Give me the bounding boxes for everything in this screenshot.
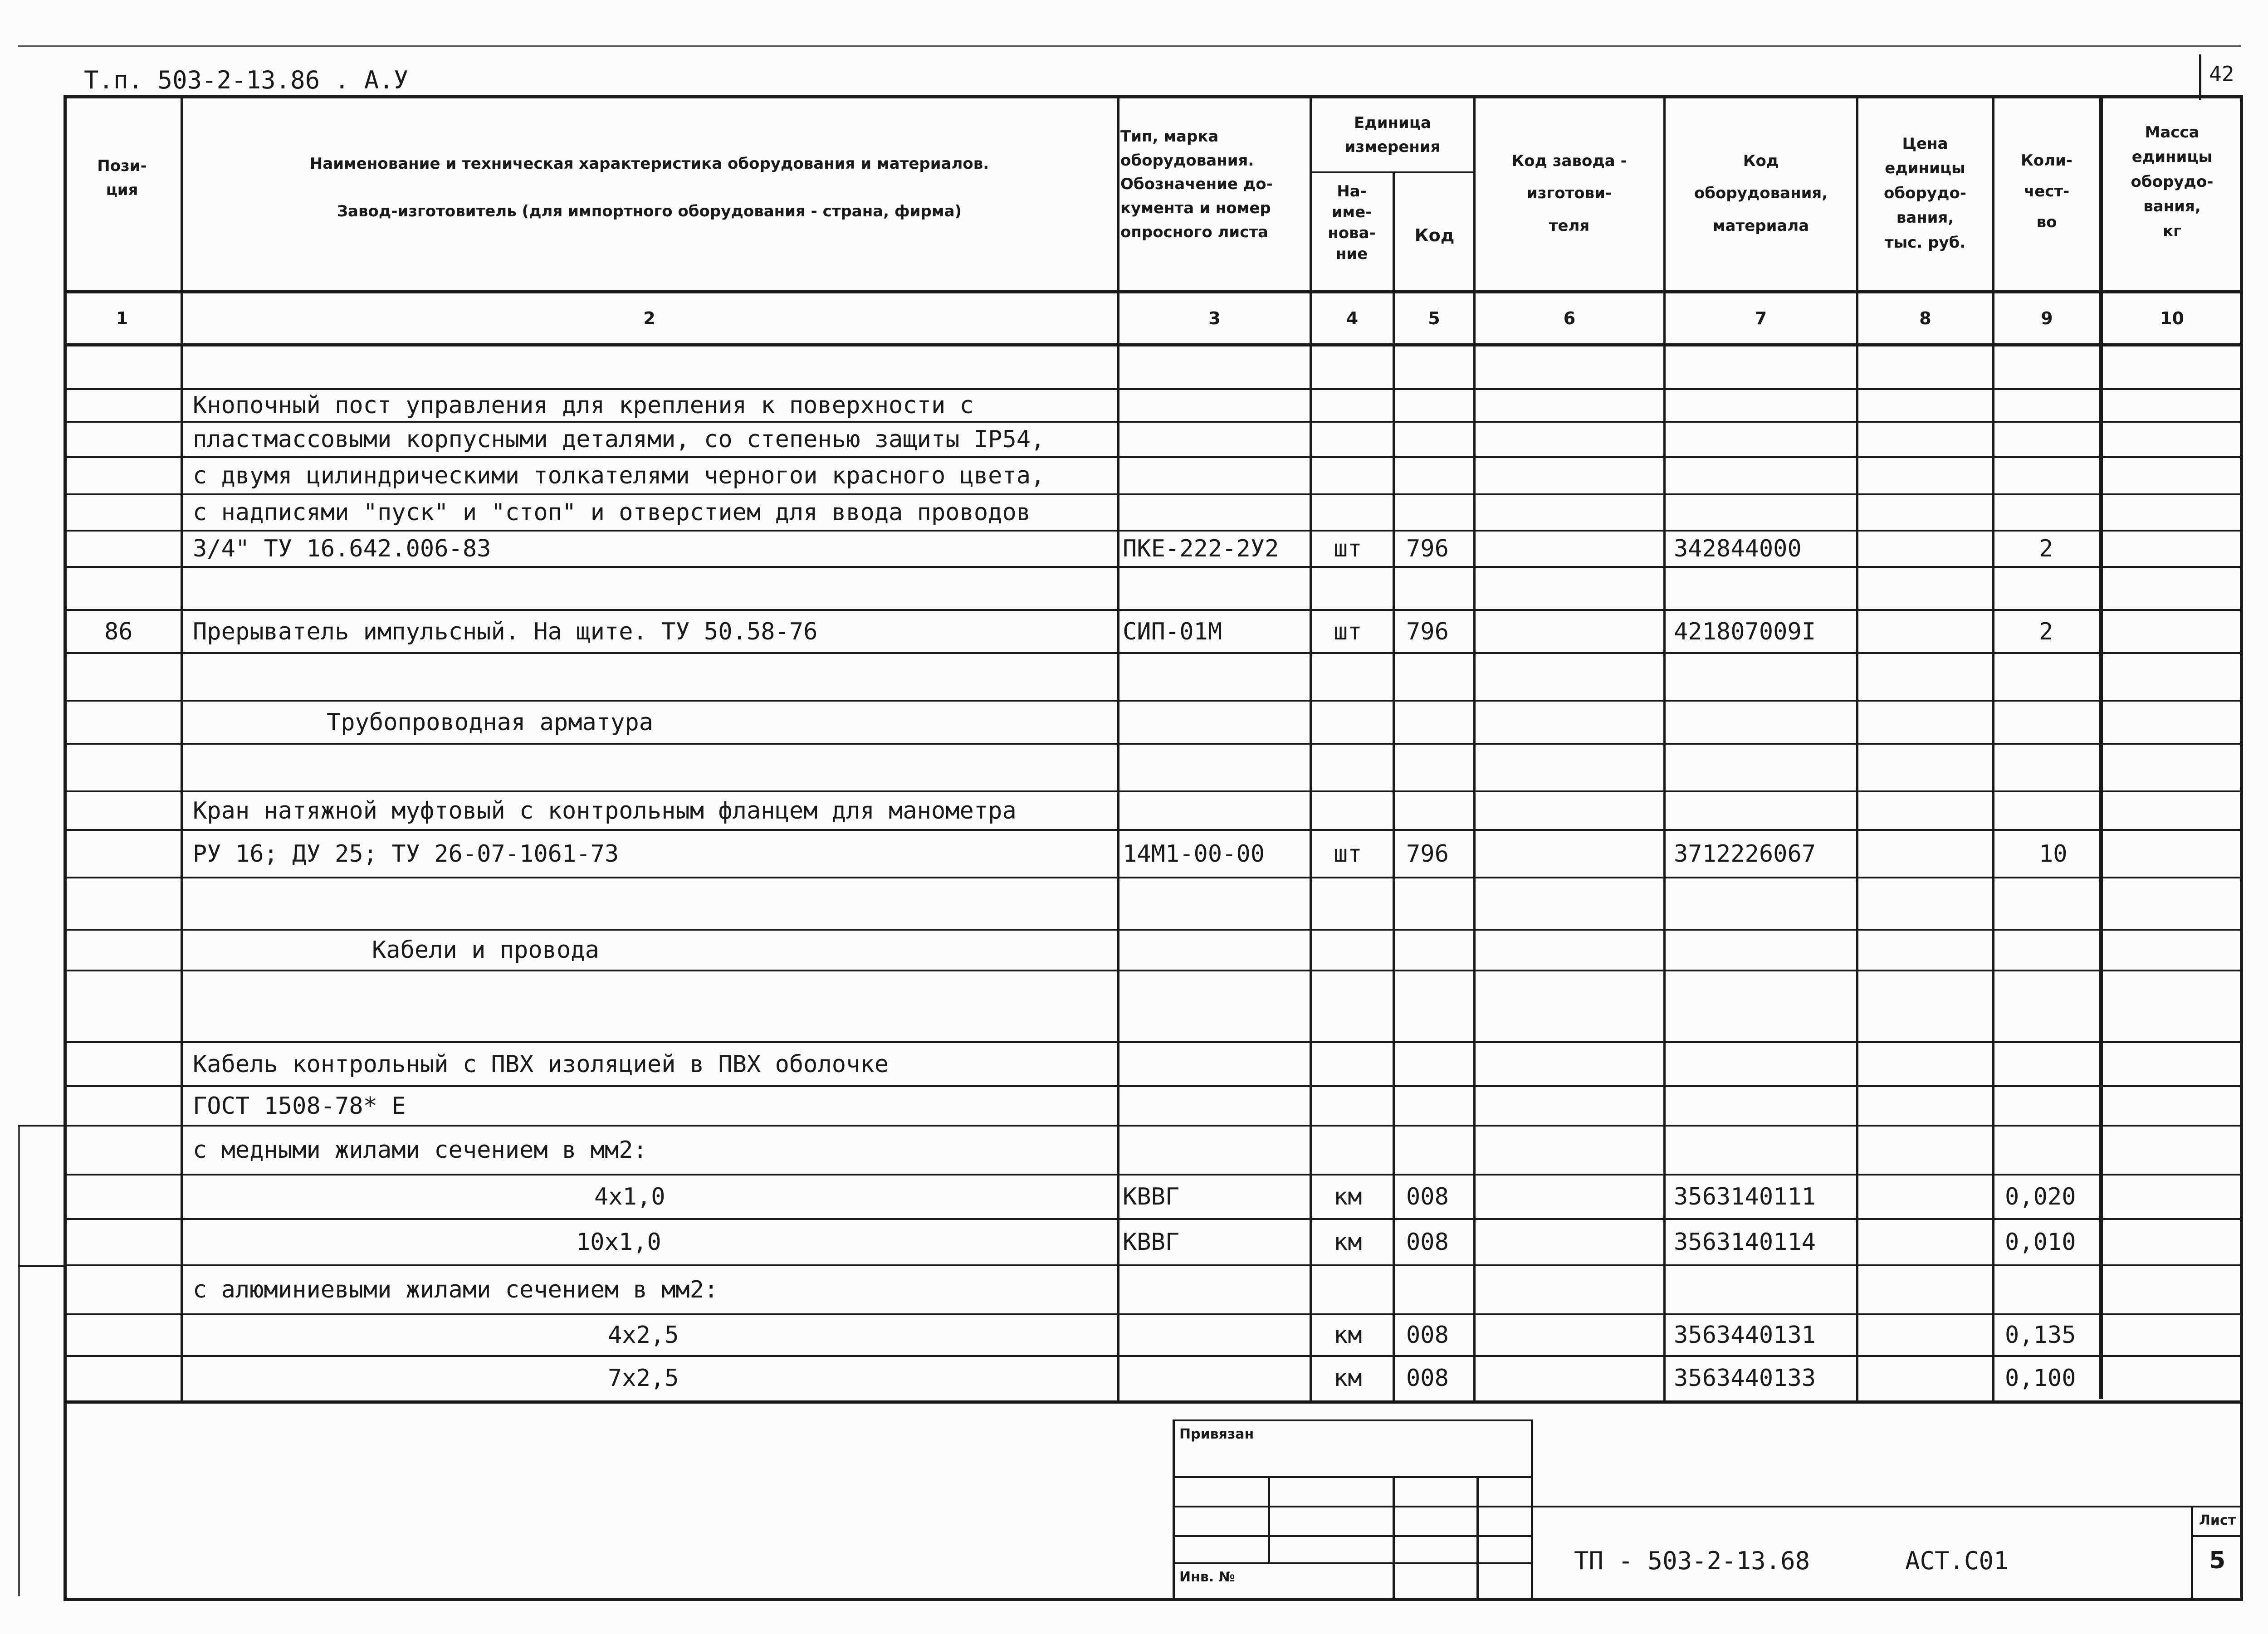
row-separator: [64, 1218, 2243, 1220]
scan-line-left-1: [18, 1125, 20, 1596]
row-unit: шт: [1334, 535, 1362, 562]
row-separator: [64, 877, 2243, 878]
row-separator: [64, 829, 2243, 831]
colnum-1: 1: [116, 308, 128, 328]
row-name: с двумя цилиндрическими толкателями черногои красного цвета,: [193, 462, 1045, 489]
row-separator: [64, 929, 2243, 931]
header-bottom-line: [64, 290, 2243, 293]
stamp-line: [1393, 1476, 1395, 1599]
header-name-line1: Наименование и техническая характеристика оборудования и материалов.: [309, 155, 989, 173]
row-equipment-code: 3563140114: [1674, 1229, 1816, 1256]
title-block-line: [1531, 1506, 2243, 1507]
header-position: Пози- ция: [97, 157, 147, 199]
row-separator: [64, 970, 2243, 971]
col-line-7: [1856, 98, 1858, 1404]
row-quantity: 0,100: [2005, 1365, 2076, 1392]
row-equipment-code: 3563140111: [1674, 1183, 1816, 1210]
header-factory-code: Код завода - изготови- теля: [1511, 152, 1627, 235]
header-price: Цена единицы оборудо- вания, тыс. руб.: [1884, 135, 1966, 252]
row-separator: [64, 700, 2243, 702]
row-name: ГОСТ 1508-78* Е: [193, 1092, 406, 1120]
row-quantity: 0,135: [2005, 1322, 2076, 1349]
stamp-line: [1173, 1419, 1531, 1421]
scan-line-left-4: [18, 1265, 64, 1267]
header-unit-name: На- име- нова- ние: [1328, 182, 1376, 263]
row-separator: [64, 652, 2243, 654]
row-separator: [64, 493, 2243, 495]
bound-label: Привязан: [1179, 1426, 1254, 1442]
header-code: Т.п. 503-2-13.86 . А.У: [84, 66, 409, 94]
row-type: 14М1-00-00: [1123, 840, 1265, 868]
row-name: с алюминиевыми жилами сечением в мм2:: [193, 1276, 719, 1303]
row-unit-code: 008: [1406, 1365, 1449, 1392]
row-equipment-code: 3563440133: [1674, 1365, 1816, 1392]
row-unit-code: 796: [1406, 618, 1449, 645]
inv-number-label: Инв. №: [1179, 1569, 1235, 1585]
scan-line-top: [18, 45, 2241, 47]
sheet-number: 5: [2209, 1547, 2226, 1574]
row-position: 86: [104, 618, 133, 645]
document-code: ТП - 503-2-13.68: [1574, 1546, 1810, 1575]
row-unit-code: 796: [1406, 535, 1449, 562]
row-unit: км: [1334, 1183, 1362, 1210]
row-separator: [64, 609, 2243, 611]
colnum-8: 8: [1919, 308, 1931, 328]
row-name: 4x2,5: [608, 1322, 679, 1349]
header-equipment-code: Код оборудования, материала: [1694, 152, 1828, 235]
scan-line-left-2: [64, 1125, 66, 1596]
row-equipment-code: 3563440131: [1674, 1322, 1816, 1349]
sheet-label: Лист: [2199, 1512, 2236, 1528]
unit-subheader-line: [1310, 171, 1475, 173]
header-unit-code: Код: [1414, 225, 1455, 245]
corner-box-divider: [2199, 54, 2201, 100]
row-name: Прерыватель импульсный. На щите. ТУ 50.58-76: [193, 618, 818, 645]
row-name: Кнопочный пост управления для крепления к поверхности с: [193, 392, 974, 419]
row-separator: [64, 743, 2243, 745]
col-line-8: [1992, 98, 1994, 1404]
row-quantity: 10: [2039, 840, 2068, 868]
row-separator: [64, 1313, 2243, 1315]
row-separator: [64, 456, 2243, 458]
row-unit-code: 008: [1406, 1183, 1449, 1210]
colnum-3: 3: [1208, 308, 1221, 328]
colnum-7: 7: [1755, 308, 1767, 328]
row-type: КВВГ: [1123, 1229, 1180, 1256]
row-separator: [64, 1264, 2243, 1266]
row-unit: км: [1334, 1365, 1362, 1392]
row-separator: [64, 1174, 2243, 1176]
stamp-line: [1476, 1476, 1479, 1599]
row-name: пластмассовыми корпусными деталями, со степенью защиты IP54,: [193, 426, 1045, 453]
col-line-6: [1663, 98, 1666, 1404]
row-quantity: 0,020: [2005, 1183, 2076, 1210]
colnum-2: 2: [643, 308, 655, 328]
corner-page-number: 42: [2209, 62, 2234, 86]
header-type: Тип, марка оборудования. Обозначение до- кумента и номер опросного листа: [1120, 127, 1273, 241]
header-name-line2: Завод-изготовитель (для импортного оборудования - страна, фирма): [337, 202, 962, 220]
row-name: Кран натяжной муфтовый с контрольным фланцем для манометра: [193, 797, 1017, 824]
row-separator: [64, 1085, 2243, 1087]
col-line-2: [1117, 98, 1119, 1404]
row-name: Кабели и провода: [372, 937, 599, 964]
row-separator: [64, 790, 2243, 792]
scan-line-left-3: [18, 1125, 64, 1127]
row-unit-code: 796: [1406, 840, 1449, 868]
row-name: Кабель контрольный с ПВХ изоляцией в ПВХ оболочке: [193, 1050, 889, 1078]
title-block-line: [2191, 1506, 2193, 1599]
row-unit-code: 008: [1406, 1322, 1449, 1349]
stamp-line: [1173, 1419, 1175, 1599]
header-mass: Масса единицы оборудо- вания, кг: [2131, 123, 2214, 240]
row-unit: км: [1334, 1322, 1362, 1349]
row-name: 10x1,0: [576, 1229, 661, 1256]
row-name: 7x2,5: [608, 1365, 679, 1392]
row-separator: [64, 1355, 2243, 1357]
row-type: СИП-01М: [1123, 618, 1222, 645]
row-name: 3/4" ТУ 16.642.006-83: [193, 535, 491, 562]
row-name: Трубопроводная арматура: [327, 708, 654, 736]
row-name: с медными жилами сечением в мм2:: [193, 1136, 647, 1164]
title-block-line: [2191, 1535, 2243, 1537]
row-quantity: 2: [2039, 618, 2053, 645]
header-quantity: Коли- чест- во: [2021, 151, 2072, 231]
header-unit-group: Единица измерения: [1344, 114, 1441, 156]
row-name: РУ 16; ДУ 25; ТУ 26-07-1061-73: [193, 840, 619, 868]
row-type: КВВГ: [1123, 1183, 1180, 1210]
row-unit: км: [1334, 1229, 1362, 1256]
row-quantity: 0,010: [2005, 1229, 2076, 1256]
document-suffix: АСТ.С01: [1905, 1546, 2009, 1575]
row-unit-code: 008: [1406, 1229, 1449, 1256]
table-bottom-line: [64, 1400, 2243, 1404]
row-equipment-code: 342844000: [1674, 535, 1802, 562]
numbers-bottom-line: [64, 343, 2243, 346]
colnum-5: 5: [1428, 308, 1440, 328]
row-unit: шт: [1334, 840, 1362, 868]
col-line-1: [181, 98, 183, 1404]
row-separator: [64, 421, 2243, 423]
row-name: с надписями "пуск" и "стоп" и отверстием для ввода проводов: [193, 499, 1031, 526]
row-quantity: 2: [2039, 535, 2053, 562]
row-separator: [64, 388, 2243, 390]
row-equipment-code: 3712226067: [1674, 840, 1816, 868]
col-line-5: [1473, 98, 1476, 1404]
colnum-10: 10: [2160, 308, 2184, 328]
row-separator: [64, 1125, 2243, 1127]
row-name: 4x1,0: [594, 1183, 665, 1210]
colnum-9: 9: [2041, 308, 2053, 328]
row-separator: [64, 566, 2243, 568]
row-unit: шт: [1334, 618, 1362, 645]
stamp-line: [1268, 1476, 1270, 1562]
colnum-4: 4: [1346, 308, 1359, 328]
row-separator: [64, 530, 2243, 532]
row-equipment-code: 421807009I: [1674, 618, 1816, 645]
col-line-3: [1310, 98, 1312, 1404]
colnum-6: 6: [1563, 308, 1576, 328]
row-type: ПКЕ-222-2У2: [1123, 535, 1279, 562]
stamp-line: [1531, 1419, 1533, 1599]
row-separator: [64, 1041, 2243, 1043]
